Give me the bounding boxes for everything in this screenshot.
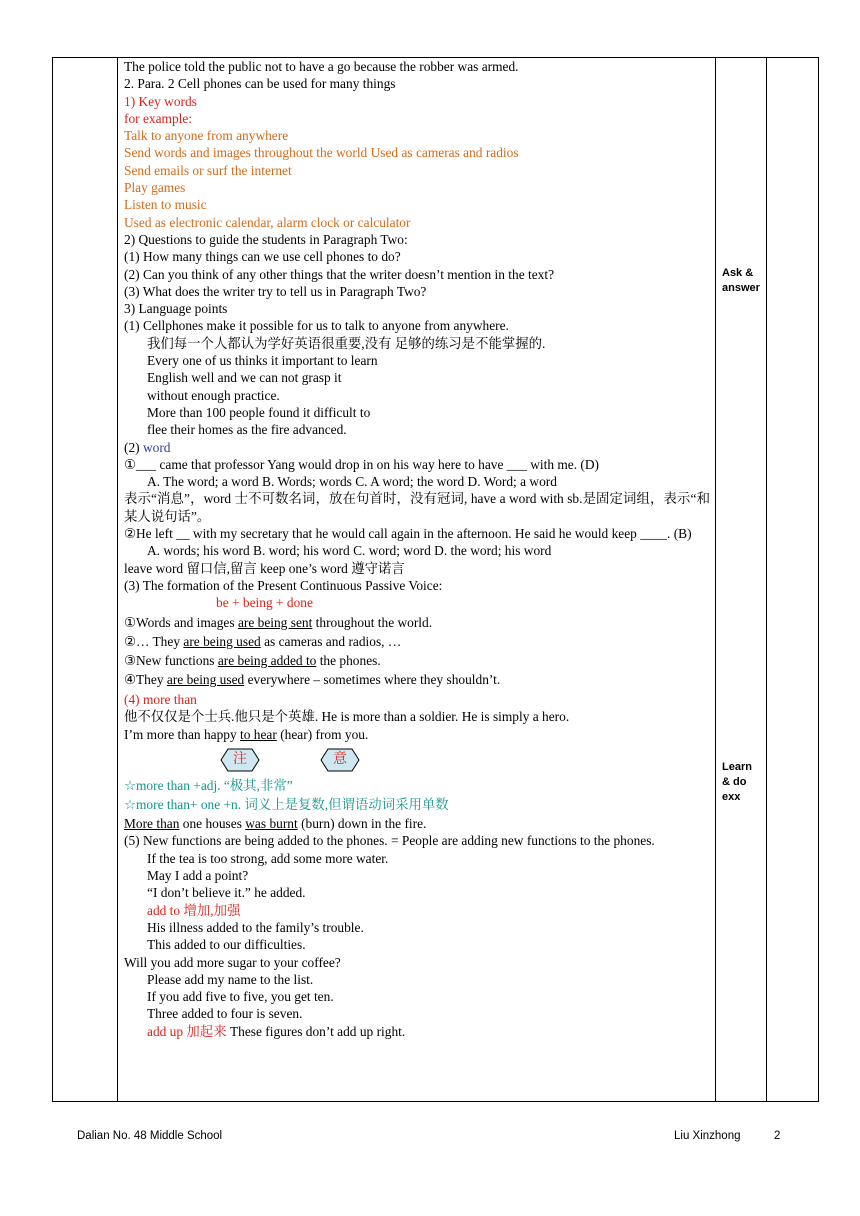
- phrase-note: leave word 留口信,留言 keep one’s word 遵守诺言: [124, 560, 405, 576]
- keyword-item: Listen to music: [124, 197, 207, 213]
- note-line: ☆more than+ one +n. 词义上是复数,但谓语动词采用单数: [124, 796, 449, 812]
- example-sentence: His illness added to the family’s trouble.: [147, 919, 364, 935]
- text-line: The police told the public not to have a go because the robber was armed.: [124, 59, 519, 74]
- example-sentence: ①Words and images are being sent throughout the world.: [124, 614, 433, 630]
- underlined-phrase: to hear: [240, 727, 277, 743]
- underlined-phrase: are being used: [166, 672, 245, 688]
- example-sentence: May I add a point?: [147, 868, 249, 884]
- keyword-item: Used as electronic calendar, alarm clock or calculator: [124, 214, 411, 230]
- text-line: for example:: [124, 110, 193, 126]
- example-sentence: flee their homes as the fire advanced.: [147, 422, 347, 438]
- section-heading: 2. Para. 2 Cell phones can be used for many things: [124, 76, 396, 92]
- side-note-ask: Ask & answer: [722, 267, 760, 294]
- example-sentence: If the tea is too strong, add some more water.: [147, 850, 389, 866]
- keyword-item: Send words and images throughout the world Used as cameras and radios: [124, 145, 519, 161]
- example-sentence: This added to our difficulties.: [147, 937, 306, 953]
- underlined-phrase: are being used: [183, 633, 261, 649]
- example-sentence: ④They are being used everywhere – sometimes where they shouldn’t.: [124, 672, 501, 688]
- example-sentence: English well and we can not grasp it: [147, 370, 342, 386]
- example-sentence: I’m more than happy to hear (hear) from you.: [124, 727, 369, 743]
- example-sentence: without enough practice.: [147, 387, 280, 403]
- column-divider: [117, 58, 118, 1101]
- exercise-question: ②He left __ with my secretary that he would call again in the afternoon. He said he would keep ____. (B): [124, 526, 692, 542]
- underlined-phrase: More than: [124, 816, 180, 832]
- example-sentence: ②… They are being used as cameras and radios, …: [124, 633, 402, 649]
- example-sentence: 他不仅仅是个士兵.他只是个英雄. He is more than a soldier. He is simply a hero.: [124, 708, 570, 724]
- exercise-question: ①___ came that professor Yang would drop in on his way here to have ___ with me. (D): [124, 456, 600, 472]
- note-line: ☆more than +adj. “极其,非常”: [124, 777, 293, 793]
- subheading: 3) Language points: [124, 301, 228, 317]
- question: (1) How many things can we use cell phones to do?: [124, 249, 401, 265]
- example-sentence: More than one houses was burnt (burn) down in the fire.: [124, 816, 427, 832]
- notice-tags: [124, 744, 710, 776]
- footer-author: Liu Xinzhong: [674, 1130, 741, 1142]
- subheading: 1) Key words: [124, 93, 197, 109]
- page-number: 2: [774, 1130, 781, 1142]
- example-sentence: Three added to four is seven.: [147, 1006, 303, 1022]
- example-sentence: Please add my name to the list.: [147, 971, 314, 987]
- side-note-learn: Learn & do exx: [722, 761, 752, 803]
- subheading: 2) Questions to guide the students in Paragraph Two:: [124, 231, 408, 247]
- example-sentence: “I don’t believe it.” he added.: [147, 885, 306, 901]
- subheading: (5) New functions are being added to the phones. = People are adding new functions to the phones.: [124, 833, 655, 849]
- exercise-options: A. The word; a word B. Words; words C. A word; the word D. Word; a word: [147, 474, 557, 490]
- example-sentence: More than 100 people found it difficult to: [147, 404, 371, 420]
- example-sentence: Every one of us thinks it important to learn: [147, 353, 378, 369]
- chinese-sentence: 我们每一个人都认为学好英语很重要,没有 足够的练习是不能掌握的.: [147, 335, 546, 351]
- explanation: 表示“消息”，word 士不可数名词，放在句首时，没有冠词, have a word with sb.是固定词组，表示“和某人说句话”。: [124, 491, 710, 524]
- subheading: (3) The formation of the Present Continuous Passive Voice:: [124, 577, 443, 593]
- text-line: (1) Cellphones make it possible for us to talk to anyone from anywhere.: [124, 318, 509, 334]
- lesson-content: [124, 58, 710, 1040]
- column-divider: [715, 58, 716, 1101]
- notice-tag: 意: [320, 748, 360, 772]
- phrase-note: add up 加起来 These figures don’t add up right.: [147, 1023, 406, 1039]
- example-sentence: If you add five to five, you get ten.: [147, 989, 334, 1005]
- underlined-phrase: are being added to: [217, 653, 317, 669]
- footer-school: Dalian No. 48 Middle School: [77, 1130, 223, 1142]
- subheading: (4) more than: [124, 691, 197, 707]
- keyword-item: Send emails or surf the internet: [124, 162, 292, 178]
- example-sentence: Will you add more sugar to your coffee?: [124, 954, 341, 970]
- keyword-item: Talk to anyone from anywhere: [124, 128, 289, 144]
- underlined-phrase: was burnt: [245, 816, 298, 832]
- keyword: word: [142, 439, 171, 455]
- phrase-note: add to 增加,加强: [147, 902, 241, 918]
- keyword-item: Play games: [124, 180, 186, 196]
- question: (3) What does the writer try to tell us in Paragraph Two?: [124, 283, 427, 299]
- item-number: (2): [124, 439, 143, 455]
- column-divider: [766, 58, 767, 1101]
- formula: be + being + done: [216, 595, 313, 611]
- example-sentence: ③New functions are being added to the phones.: [124, 653, 381, 669]
- notice-tag: 注: [220, 748, 260, 772]
- question: (2) Can you think of any other things that the writer doesn’t mention in the text?: [124, 266, 555, 282]
- subheading: [124, 439, 710, 456]
- underlined-phrase: are being sent: [237, 614, 313, 630]
- exercise-options: A. words; his word B. word; his word C. word; word D. the word; his word: [147, 543, 552, 559]
